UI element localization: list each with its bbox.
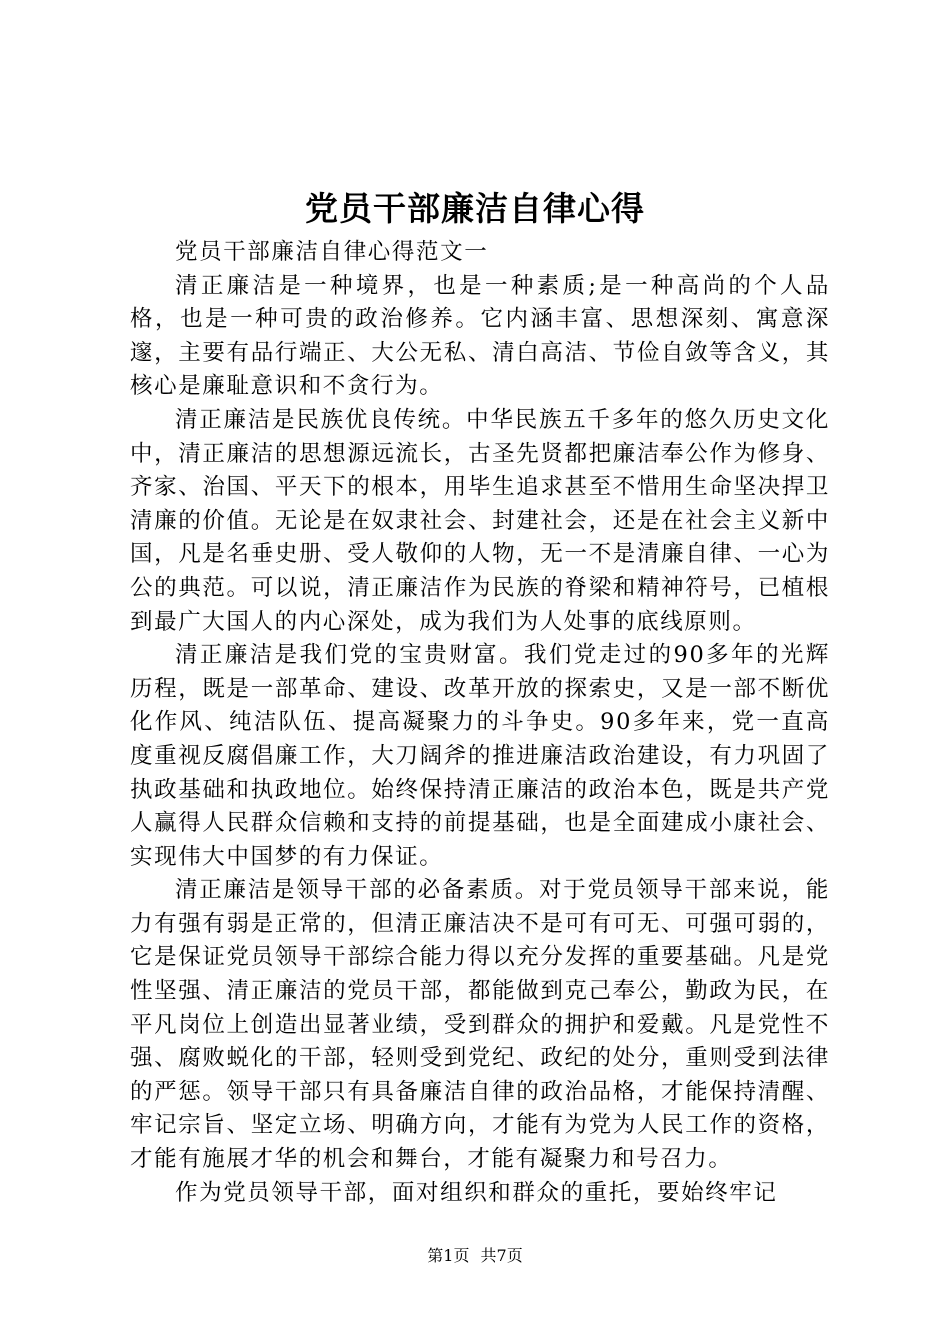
document-body [130, 236, 830, 1210]
paragraph: 清正廉洁是民族优良传统。中华民族五千多年的悠久历史文化中，清正廉洁的思想源远流长，古圣先贤都把廉洁奉公作为修身、齐家、治国、平天下的根本，用毕生追求甚至不惜用生命坚决捍卫清廉的价值。无论是在奴隶社会、封建社会，还是在社会主义新中国，凡是名垂史册、受人敬仰的人物，无一不是清廉自律、一心为公的典范。可以说，清正廉洁作为民族的脊梁和精神符号，已植根到最广大国人的内心深处，成为我们为人处事的底线原则。 [130, 406, 830, 635]
paragraph: 清正廉洁是一种境界，也是一种素质;是一种高尚的个人品格，也是一种可贵的政治修养。它内涵丰富、思想深刻、寓意深邃，主要有品行端正、大公无私、清白高洁、节俭自敛等含义，其核心是廉耻意识和不贪行为。 [130, 272, 830, 400]
paragraph: 清正廉洁是领导干部的必备素质。对于党员领导干部来说，能力有强有弱是正常的，但清正廉洁决不是可有可无、可强可弱的，它是保证党员领导干部综合能力得以充分发挥的重要基础。凡是党性坚强、清正廉洁的党员干部，都能做到克己奉公，勤政为民，在平凡岗位上创造出显著业绩，受到群众的拥护和爱戴。凡是党性不强、腐败蜕化的干部，轻则受到党纪、政纪的处分，重则受到法律的严惩。领导干部只有具备廉洁自律的政治品格，才能保持清醒、牢记宗旨、坚定立场、明确方向，才能有为党为人民工作的资格，才能有施展才华的机会和舞台，才能有凝聚力和号召力。 [130, 877, 830, 1173]
document-title: 党员干部廉洁自律心得 [305, 189, 645, 228]
paragraph: 清正廉洁是我们党的宝贵财富。我们党走过的90多年的光辉历程，既是一部革命、建设、改革开放的探索史，又是一部不断优化作风、纯洁队伍、提高凝聚力的斗争史。90多年来，党一直高度重视反腐倡廉工作，大刀阔斧的推进廉洁政治建设，有力巩固了执政基础和执政地位。始终保持清正廉洁的政治本色，既是共产党人赢得人民群众信赖和支持的前提基础，也是全面建成小康社会、实现伟大中国梦的有力保证。 [130, 642, 830, 870]
page-total: 共7页 [480, 1246, 523, 1265]
paragraph: 作为党员领导干部，面对组织和群众的重托，要始终牢记 [175, 1179, 778, 1206]
page-number: 第1页 [427, 1246, 470, 1265]
paragraph-subtitle: 党员干部廉洁自律心得范文一 [175, 239, 489, 265]
page-footer [0, 1244, 950, 1268]
